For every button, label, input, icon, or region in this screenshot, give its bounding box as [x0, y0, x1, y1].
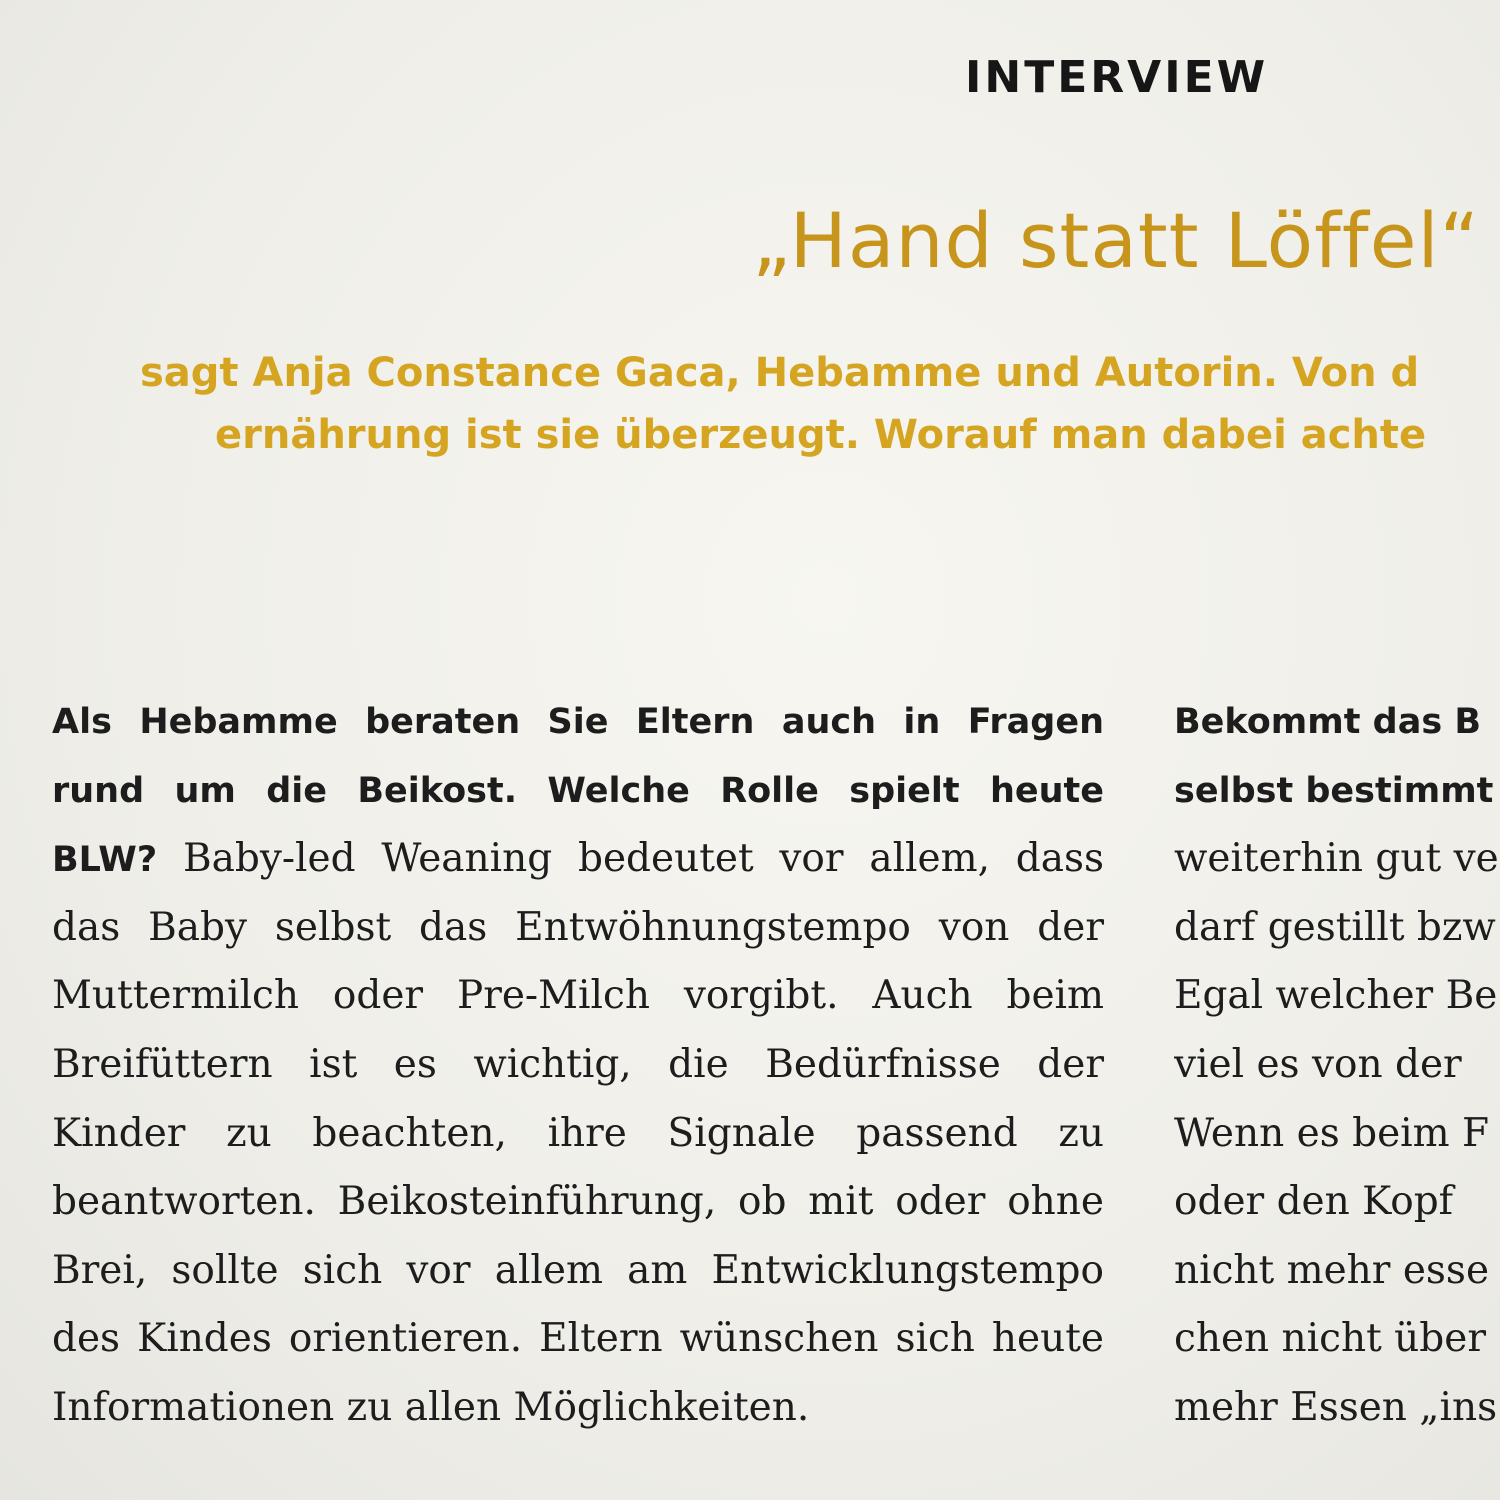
- right-body-line-3: weiterhin gut ve: [1174, 836, 1499, 882]
- standfirst-line-2: ernährung ist sie überzeugt. Worauf man dabei achte: [215, 412, 1427, 458]
- right-question-line-1: Bekommt das B: [1174, 702, 1482, 742]
- body-line-3: [52, 825, 1104, 894]
- right-body-line-7: Wenn es beim F: [1174, 1110, 1490, 1156]
- standfirst-line-1: sagt Anja Constance Gaca, Hebamme und Autorin. Von d: [140, 350, 1420, 396]
- right-body-line-4: darf gestillt bzw: [1174, 904, 1496, 950]
- body-line-5: Muttermilch oder Pre-Milch vorgibt. Auch beim: [52, 973, 1104, 1019]
- question-line-2: rund um die Beikost. Welche Rolle spielt heute: [52, 770, 1104, 811]
- body-line-7: Kinder zu beachten, ihre Signale passend zu: [52, 1110, 1104, 1156]
- section-label: INTERVIEW: [965, 52, 1269, 103]
- right-question-line-2: selbst bestimmt: [1174, 770, 1494, 811]
- right-body-line-10: chen nicht über: [1174, 1316, 1486, 1362]
- body-line-11: Informationen zu allen Möglichkeiten.: [52, 1384, 810, 1430]
- body-line-10: des Kindes orientieren. Eltern wünschen sich heute: [52, 1316, 1104, 1362]
- right-body-line-11: mehr Essen „ins: [1174, 1384, 1498, 1430]
- headline: „Hand statt Löffel“: [752, 196, 1480, 285]
- body-line-9: Brei, sollte sich vor allem am Entwicklungstempo: [52, 1247, 1104, 1293]
- question-fragment: BLW?: [52, 840, 158, 881]
- right-body-line-8: oder den Kopf: [1174, 1179, 1454, 1225]
- answer-fragment: Baby-led Weaning bedeutet vor allem, dass: [157, 836, 1104, 882]
- right-body-line-6: viel es von der: [1174, 1041, 1462, 1087]
- left-column: [52, 688, 1104, 1443]
- body-line-8: beantworten. Beikosteinführung, ob mit oder ohne: [52, 1179, 1104, 1225]
- right-column: [1174, 688, 1500, 1443]
- body-line-6: Breifüttern ist es wichtig, die Bedürfnisse der: [52, 1041, 1104, 1087]
- right-body-line-5: Egal welcher Be: [1174, 973, 1498, 1019]
- body-line-4: das Baby selbst das Entwöhnungstempo von der: [52, 904, 1104, 950]
- question-line-1: Als Hebamme beraten Sie Eltern auch in Fragen: [52, 702, 1104, 742]
- right-body-line-9: nicht mehr esse: [1174, 1247, 1490, 1293]
